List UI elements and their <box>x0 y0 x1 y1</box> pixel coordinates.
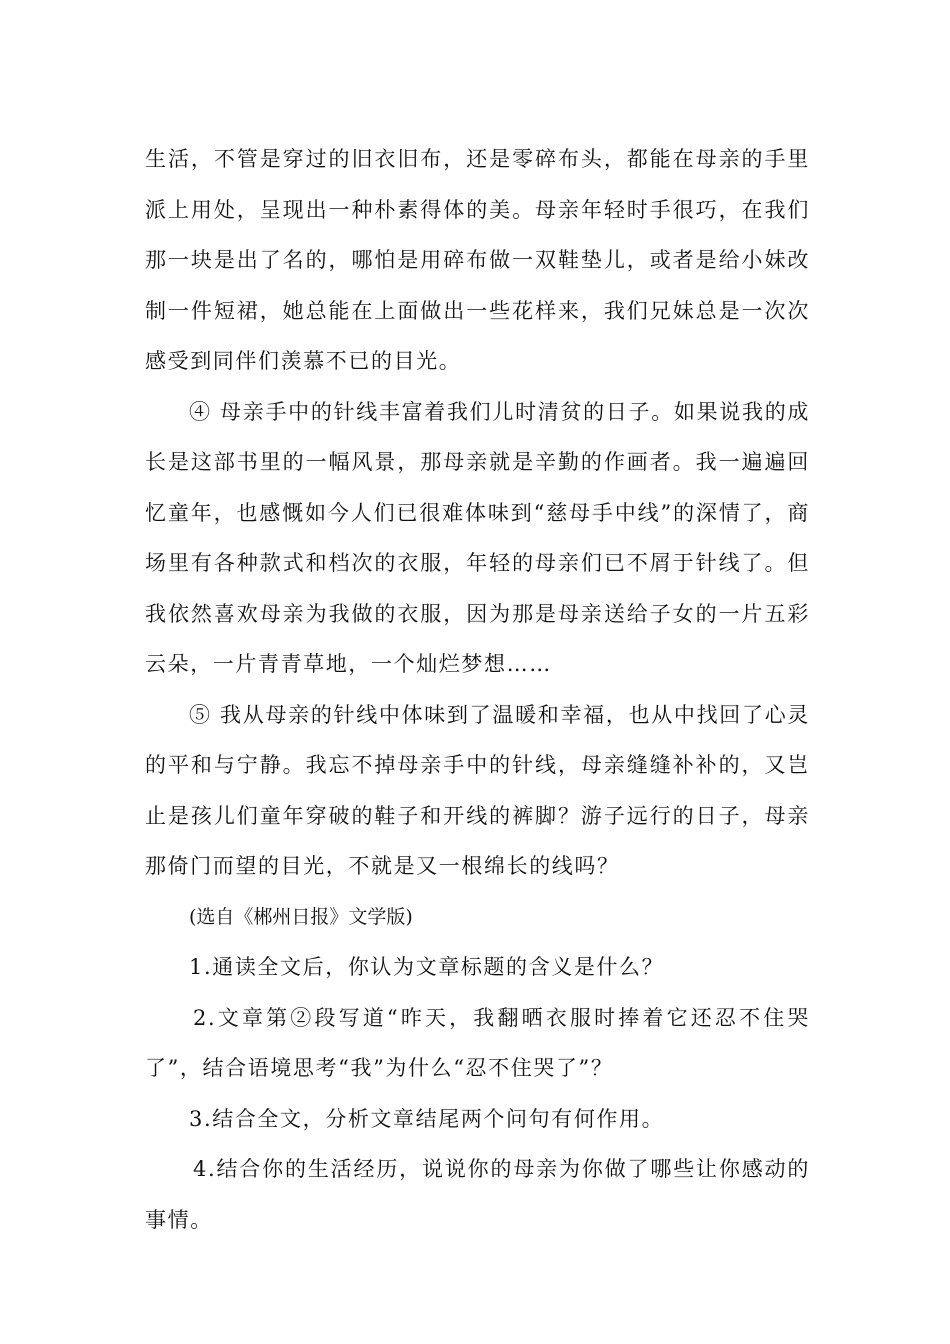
question-4: 4.结合你的生活经历，说说你的母亲为你做了哪些让你感动的事情。 <box>145 1157 810 1232</box>
question-1: 1.通读全文后，你认为文章标题的含义是什么？ <box>189 955 665 979</box>
question-2: 2.文章第②段写道“昨天，我翻晒衣服时捧着它还忍不住哭了”，结合语境思考“我”为什么“忍不住哭了”？ <box>145 1005 810 1080</box>
article-source: (选自《郴州日报》文学版) <box>189 905 413 928</box>
paragraph-3-continued: 生活，不管是穿过的旧衣旧布，还是零碎布头，都能在母亲的手里派上用处，呈现出一种朴素得体的美。母亲年轻时手很巧，在我们那一块是出了名的，哪怕是用碎布做一双鞋垫儿，或者是给小妹改制一件短裙，她总能在上面做出一些花样来，我们兄妹总是一次次感受到同伴们羡慕不已的目光。 <box>145 147 810 373</box>
paragraph-4: ④ 母亲手中的针线丰富着我们儿时清贫的日子。如果说我的成长是这部书里的一幅风景，那母亲就是辛勤的作画者。我一遍遍回忆童年，也感慨如今人们已很难体味到“慈母手中线”的深情了，商场里有各种款式和档次的衣服，年轻的母亲们已不屑于针线了。但我依然喜欢母亲为我做的衣服，因为那是母亲送给子女的一片五彩云朵，一片青青草地，一个灿烂梦想…… <box>145 399 810 676</box>
question-3: 3.结合全文，分析文章结尾两个问句有何作用。 <box>189 1106 665 1131</box>
paragraph-5: ⑤ 我从母亲的针线中体味到了温暖和幸福，也从中找回了心灵的平和与宁静。我忘不掉母亲手中的针线，母亲缝缝补补的，又岂止是孩儿们童年穿破的鞋子和开线的裤脚？游子远行的日子，母亲那倚门而望的目光，不就是又一根绵长的线吗？ <box>145 702 810 878</box>
article-body <box>145 134 810 1245</box>
